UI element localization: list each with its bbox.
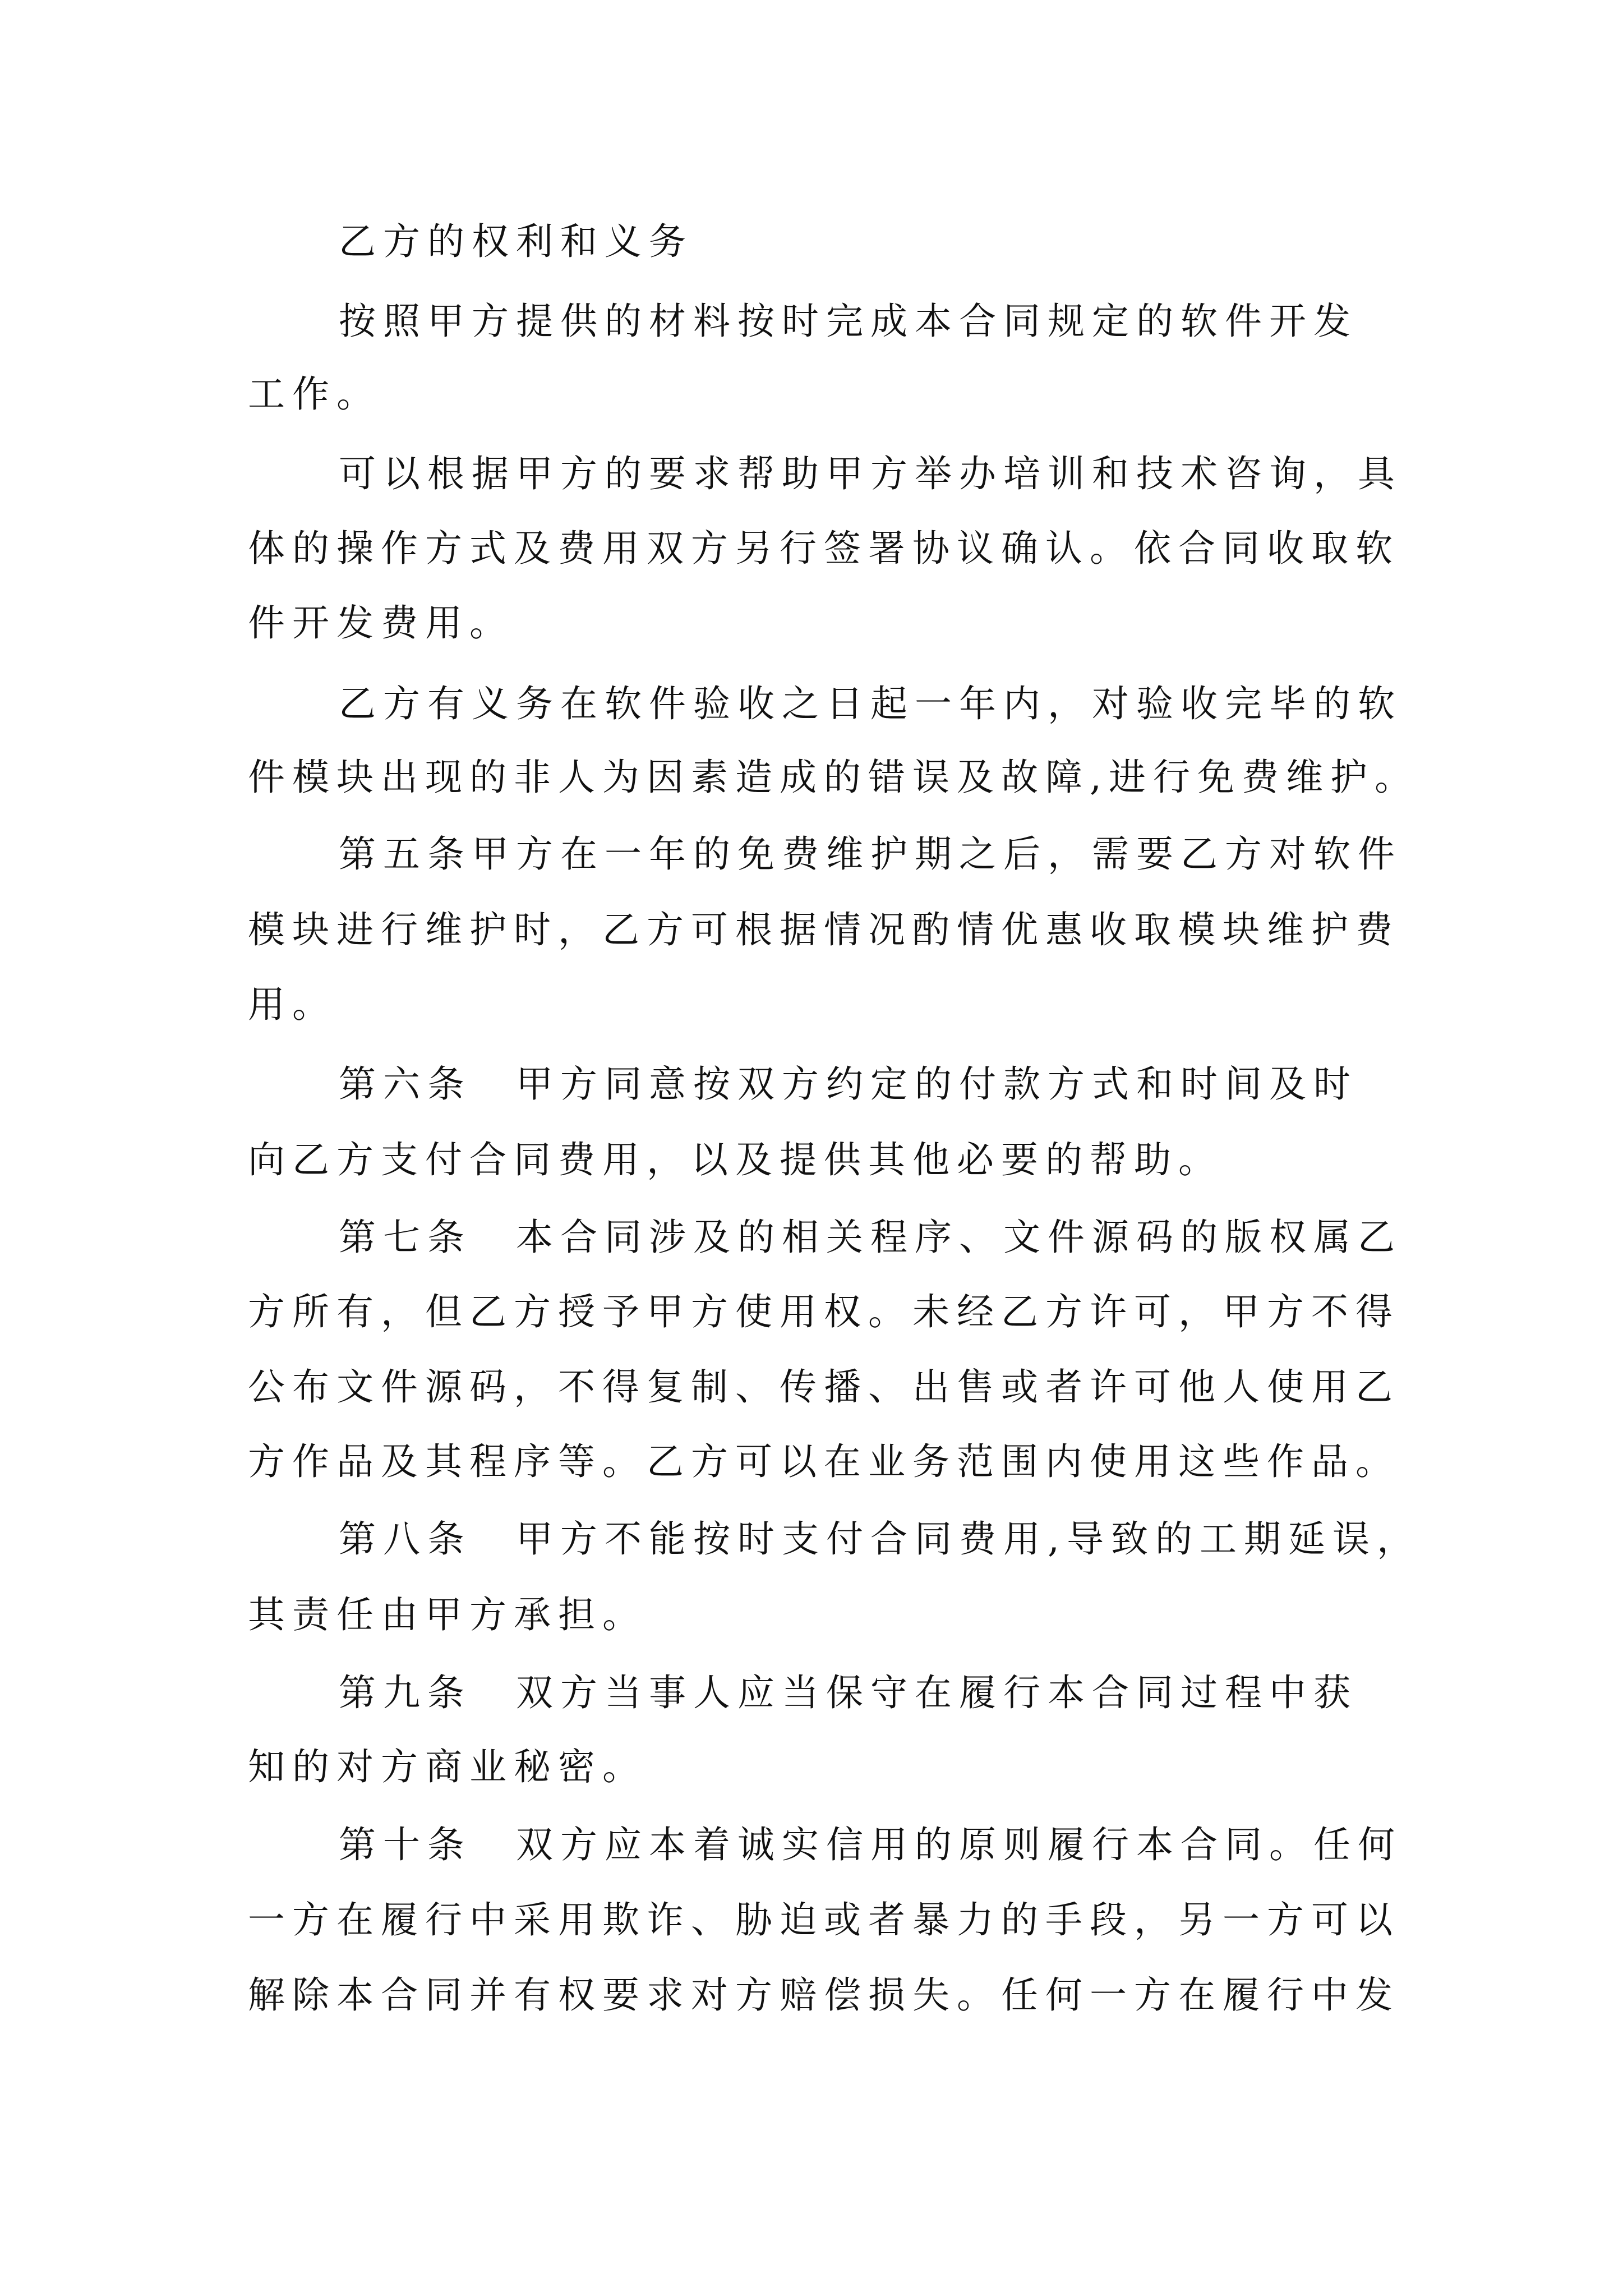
text-line: 第八条 甲方不能按时支付合同费用,导致的工期延误， [339,1517,1421,1561]
text-line: 第十条 双方应本着诚实信用的原则履行本合同。任何 [339,1823,1402,1866]
text-line: 知的对方商业秘密。 [248,1745,647,1788]
text-line: 件开发费用。 [248,601,514,645]
text-line: 用。 [248,983,336,1026]
text-line: 按照甲方提供的材料按时完成本合同规定的软件开发 [339,300,1358,343]
text-line: 第五条甲方在一年的免费维护期之后，需要乙方对软件 [339,832,1402,876]
text-line: 乙方有义务在软件验收之日起一年内，对验收完毕的软 [339,682,1402,725]
text-line: 解除本合同并有权要求对方赔偿损失。任何一方在履行中发 [248,1973,1400,2017]
text-line: 公布文件源码，不得复制、传播、出售或者许可他人使用乙 [248,1365,1400,1409]
text-line: 件模块出现的非人为因素造成的错误及故障,进行免费维护。 [248,756,1419,799]
text-line: 模块进行维护时，乙方可根据情况酌情优惠收取模块维护费 [248,908,1400,951]
text-line: 方作品及其程序等。乙方可以在业务范围内使用这些作品。 [248,1440,1400,1483]
text-line: 第六条 甲方同意按双方约定的付款方式和时间及时 [339,1062,1358,1106]
text-line: 方所有，但乙方授予甲方使用权。未经乙方许可，甲方不得 [248,1290,1400,1333]
text-line: 工作。 [248,372,381,416]
text-line: 向乙方支付合同费用，以及提供其他必要的帮助。 [248,1138,1223,1181]
text-line: 第七条 本合同涉及的相关程序、文件源码的版权属乙 [339,1216,1402,1259]
text-line: 一方在履行中采用欺诈、胁迫或者暴力的手段，另一方可以 [248,1898,1400,1941]
text-line: 体的操作方式及费用双方另行签署协议确认。依合同收取软 [248,527,1400,570]
text-line: 可以根据甲方的要求帮助甲方举办培训和技术咨询，具 [339,452,1402,495]
text-line: 其责任由甲方承担。 [248,1593,647,1636]
text-line: 乙方的权利和义务 [339,220,693,263]
text-line: 第九条 双方当事人应当保守在履行本合同过程中获 [339,1671,1358,1714]
